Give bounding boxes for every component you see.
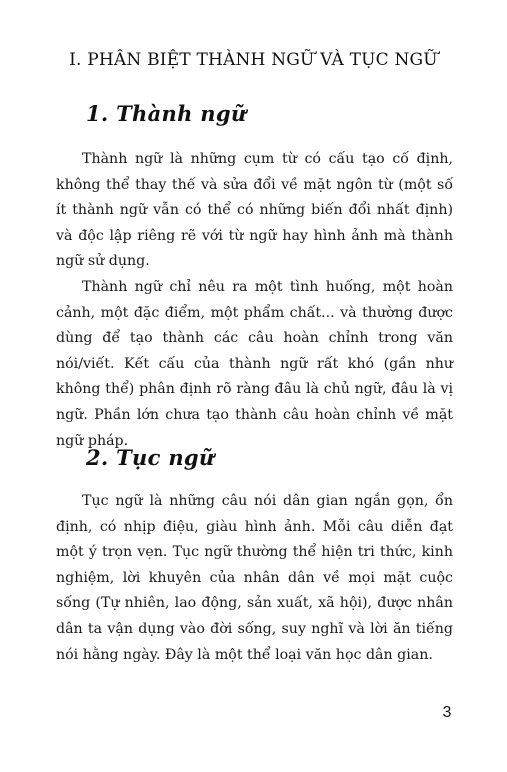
paragraph-tuc-ngu-1: Tục ngữ là những câu nói dân gian ngắn gọn, ổn định, có nhịp điệu, giàu hình ảnh. Mỗi câu diễn đạt một ý trọn vẹn. Tục ngữ thường thể hiện tri thức, kinh nghiệm, lời khuyên của nhân dân về mọi mặt cuộc sống (Tự nhiên, lao động, sản xuất, xã hội), được nhân dân ta vận dụng vào đời sống, suy nghĩ và lời ăn tiếng nói hằng ngày. Đây là một thể loại văn học dân gian. xyxy=(56,493,453,663)
section-heading-tuc-ngu: 2. Tục ngữ xyxy=(86,445,215,470)
section-heading-thanh-ngu: 1. Thành ngữ xyxy=(86,101,247,126)
paragraph-thanh-ngu-2: Thành ngữ chỉ nêu ra một tình huống, một hoàn cảnh, một đặc điểm, một phẩm chất... và thường được dùng để tạo thành các câu hoàn chỉnh trong văn nói/viết. Kết cấu của thành ngữ rất khó (gần như không thể) phân định rõ ràng đâu là chủ ngữ, đâu là vị ngữ. Phần lớn chưa tạo thành câu hoàn chỉnh về mặt ngữ pháp. xyxy=(56,279,453,449)
paragraph-thanh-ngu-1: Thành ngữ là những cụm từ có cấu tạo cố định, không thể thay thế và sửa đổi về mặt ngôn từ (một số ít thành ngữ vẫn có thể có những biến đổi nhất định) và độc lập riêng rẽ với từ ngữ hay hình ảnh mà thành ngữ sử dụng. xyxy=(56,151,453,270)
page-number: 3 xyxy=(442,704,452,721)
chapter-title: I. PHÂN BIỆT THÀNH NGỮ VÀ TỤC NGỮ xyxy=(69,50,438,70)
